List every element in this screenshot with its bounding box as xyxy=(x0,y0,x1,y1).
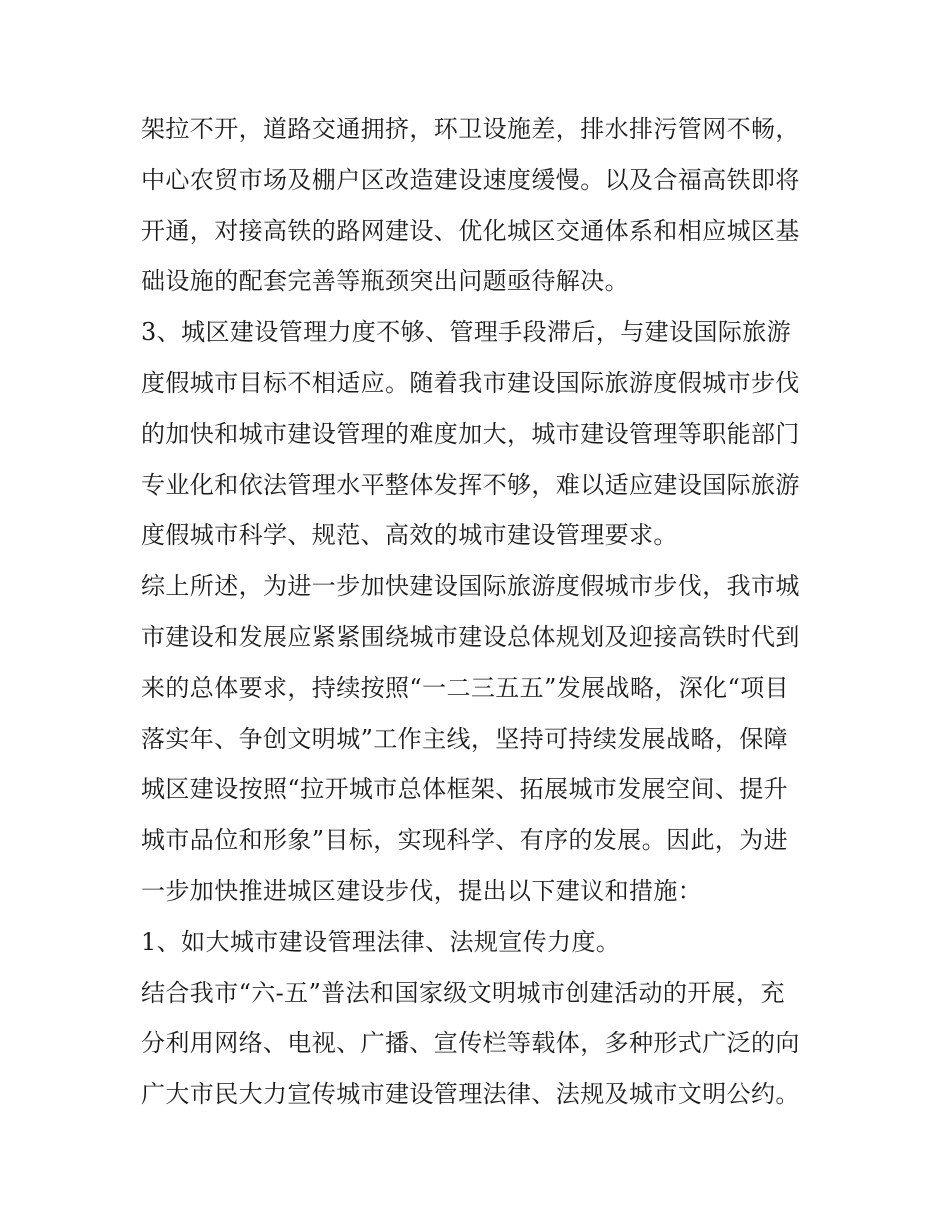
text-line: 度假城市科学、规范、高效的城市建设管理要求。 xyxy=(141,521,678,550)
text-line: 城区建设按照“拉开城市总体框架、拓展城市发展空间、提升 xyxy=(141,775,789,804)
text-line: 3、城区建设管理力度不够、管理手段滞后，与建设国际旅游 xyxy=(141,318,792,347)
text-line: 1、如大城市建设管理法律、法规宣传力度。 xyxy=(141,927,621,956)
text-line: 广大市民大力宣传城市建设管理法律、法规及城市文明公约。 xyxy=(141,1080,800,1109)
text-line: 来的总体要求，持续按照“一二三五五”发展战略，深化“项目 xyxy=(141,673,790,702)
text-line: 架拉不开，道路交通拥挤，环卫设施差，排水排污管网不畅， xyxy=(141,115,800,143)
text-line: 的加快和城市建设管理的难度加大，城市建设管理等职能部门 xyxy=(141,419,800,448)
text-line: 城市品位和形象”目标，实现科学、有序的发展。因此，为进 xyxy=(141,826,789,855)
text-line: 础设施的配套完善等瓶颈突出问题亟待解决。 xyxy=(141,267,629,296)
text-line: 中心农贸市场及棚户区改造建设速度缓慢。以及合福高铁即将 xyxy=(141,165,800,194)
text-line: 专业化和依法管理水平整体发挥不够，难以适应建设国际旅游 xyxy=(141,470,800,499)
text-line: 结合我市“六-五”普法和国家级文明城市创建活动的开展，充 xyxy=(141,978,785,1007)
text-line: 市建设和发展应紧紧围绕城市建设总体规划及迎接高铁时代到 xyxy=(141,622,800,651)
text-line: 落实年、争创文明城”工作主线，坚持可持续发展战略，保障 xyxy=(141,724,789,753)
document-body xyxy=(141,104,821,1120)
text-line: 开通，对接高铁的路网建设、优化城区交通体系和相应城区基 xyxy=(141,216,800,245)
text-line: 综上所述，为进一步加快建设国际旅游度假城市步伐，我市城 xyxy=(141,572,800,601)
text-line: 分利用网络、电视、广播、宣传栏等载体，多种形式广泛的向 xyxy=(141,1029,800,1058)
text-line: 度假城市目标不相适应。随着我市建设国际旅游度假城市步伐 xyxy=(141,368,800,397)
text-line: 一步加快推进城区建设步伐，提出以下建议和措施： xyxy=(141,876,703,905)
